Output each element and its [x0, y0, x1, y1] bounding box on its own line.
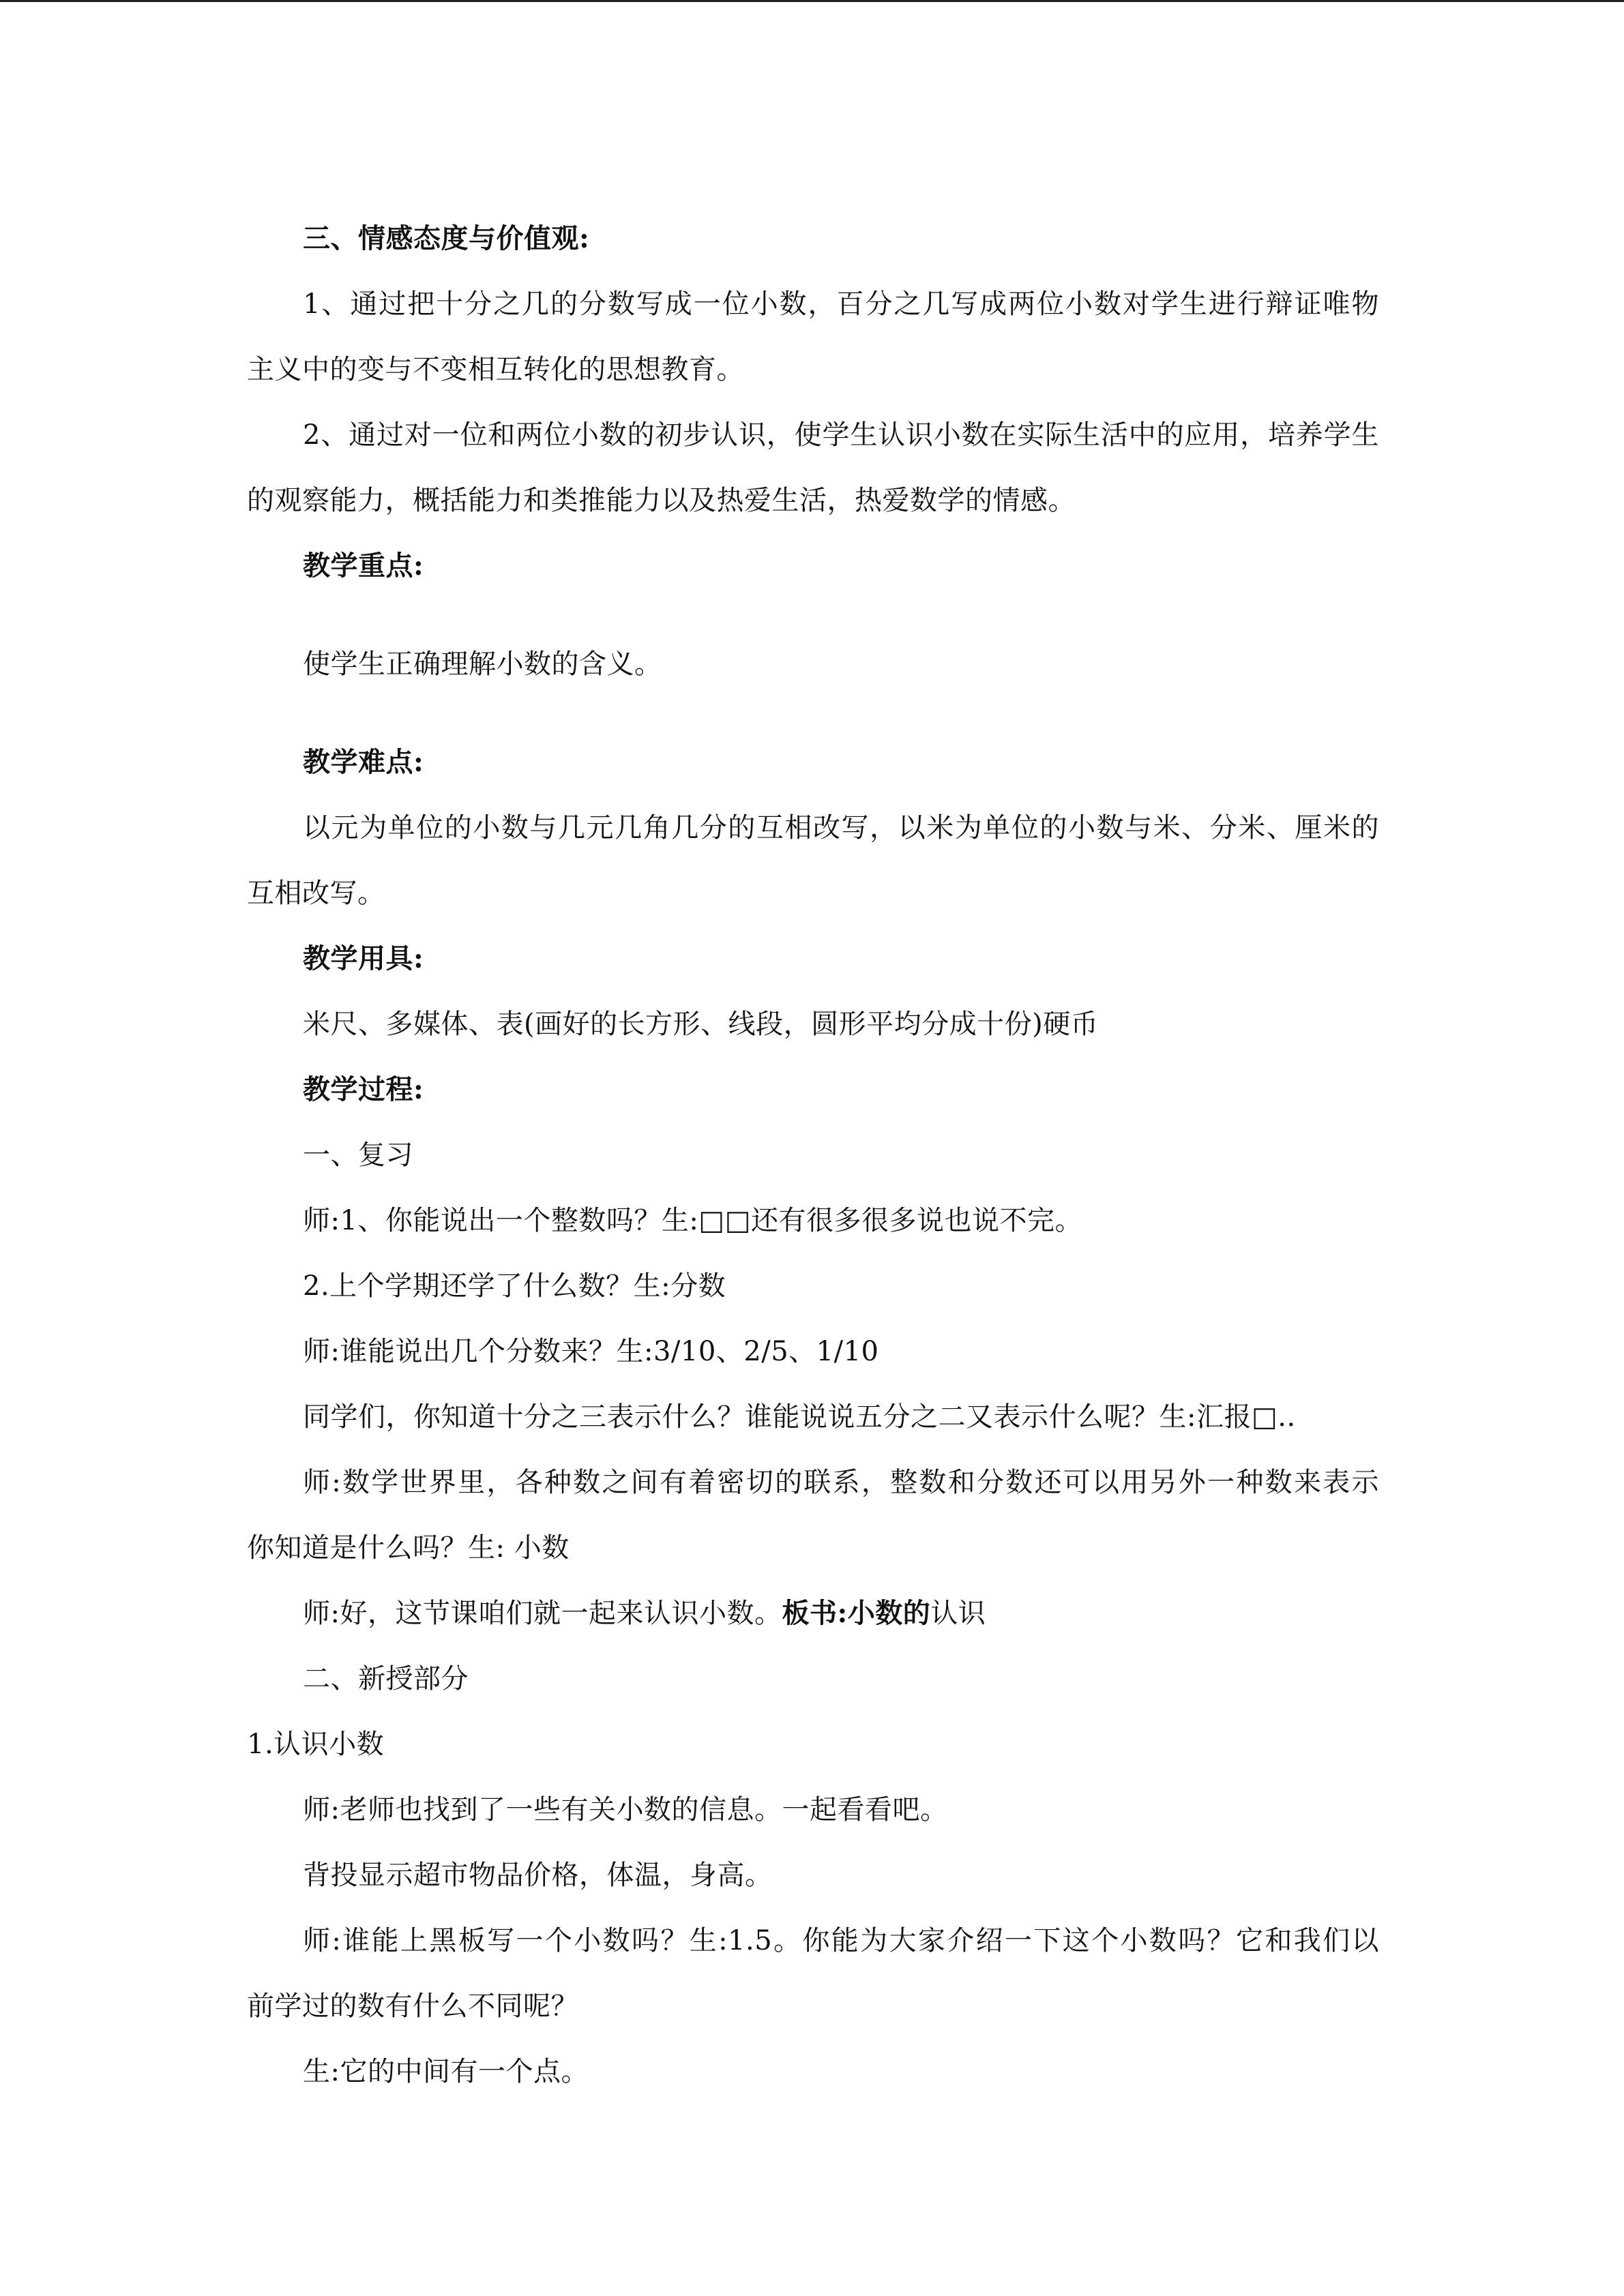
- dialogue-line-3: 师:谁能说出几个分数来？生:3/10、2/5、1/10: [303, 1336, 879, 1367]
- objective-1-line-2: 主义中的变与不变相互转化的思想教育。: [247, 354, 744, 385]
- new-lesson-heading: 二、新授部分: [303, 1663, 469, 1695]
- page-top-border: [0, 0, 1624, 2]
- tools-text: 米尺、多媒体、表(画好的长方形、线段，圆形平均分成十份)硬币: [303, 1009, 1099, 1040]
- difficulty-heading: 教学难点:: [303, 746, 424, 778]
- section3-heading: 三、情感态度与价值观:: [303, 222, 590, 254]
- key-point-heading: 教学重点:: [303, 550, 424, 582]
- process-heading: 教学过程:: [303, 1073, 424, 1105]
- dialogue-line-8: 背投显示超市物品价格，体温，身高。: [303, 1860, 773, 1891]
- dialogue-line-6-text: 师:好，这节课咱们就一起来认识小数。: [303, 1598, 782, 1629]
- dialogue-line-9b: 前学过的数有什么不同呢？: [247, 1991, 578, 2022]
- dialogue-line-1: 师:1、你能说出一个整数吗？生:□□还有很多很多说也说不完。: [303, 1205, 1082, 1236]
- dialogue-line-6: [303, 1597, 986, 1630]
- tools-heading: 教学用具:: [303, 942, 424, 974]
- dialogue-line-10: 生:它的中间有一个点。: [303, 2056, 589, 2087]
- dialogue-line-5a: 师:数学世界里，各种数之间有着密切的联系，整数和分数还可以用另外一种数来表示: [303, 1467, 1379, 1498]
- key-point-text: 使学生正确理解小数的含义。: [303, 648, 662, 680]
- objective-2-line-2: 的观察能力，概括能力和类推能力以及热爱生活，热爱数学的情感。: [247, 485, 1076, 516]
- board-label: 板书:: [782, 1597, 848, 1629]
- dialogue-line-9a: 师:谁能上黑板写一个小数吗？生:1.5。你能为大家介绍一下这个小数吗？它和我们以: [303, 1925, 1379, 1956]
- sub-heading-1: 1.认识小数: [247, 1729, 385, 1760]
- review-heading: 一、复习: [303, 1139, 413, 1171]
- dialogue-line-4: 同学们，你知道十分之三表示什么？谁能说说五分之二又表示什么呢？生:汇报□..: [303, 1401, 1296, 1433]
- difficulty-line-1: 以元为单位的小数与几元几角几分的互相改写，以米为单位的小数与米、分米、厘米的: [303, 812, 1379, 844]
- board-title-rest: 认识: [930, 1598, 986, 1629]
- difficulty-line-2: 互相改写。: [247, 878, 385, 909]
- dialogue-line-7: 师:老师也找到了一些有关小数的信息。一起看看吧。: [303, 1794, 948, 1825]
- objective-2-line-1: 2、通过对一位和两位小数的初步认识，使学生认识小数在实际生活中的应用，培养学生: [303, 419, 1379, 451]
- objective-1-line-1: 1、通过把十分之几的分数写成一位小数，百分之几写成两位小数对学生进行辩证唯物: [303, 288, 1379, 320]
- dialogue-line-5b: 你知道是什么吗？生: 小数: [247, 1532, 570, 1564]
- board-title-bold: 小数的: [847, 1597, 931, 1629]
- dialogue-line-2: 2.上个学期还学了什么数？生:分数: [303, 1270, 726, 1302]
